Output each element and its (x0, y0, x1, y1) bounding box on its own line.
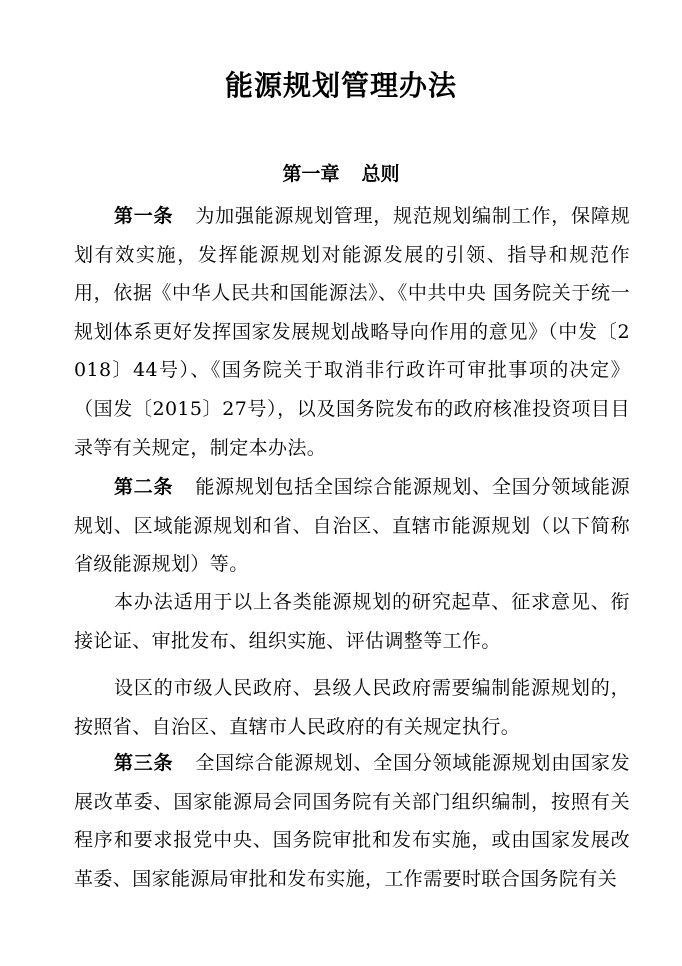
article-number: 第三条 (114, 752, 174, 774)
article-text: 全国综合能源规划、全国分领域能源规划由国家发展改革委、国家能源局会同国务院有关部门组织编制，按照有关程序和要求报党中央、国务院审批和发布实施，或由国家发展改革委、国家能源局审批和发布实施，工作需要时联合国务院有关 (74, 752, 630, 890)
chapter-heading (0, 158, 682, 190)
article-2-paragraph (74, 468, 630, 584)
article-text: 为加强能源规划管理，规范规划编制工作，保障规划有效实施，发挥能源规划对能源发展的引领、指导和规范作用，依据《中华人民共和国能源法》、《中共中央 国务院关于统一规划体系更好发挥国家发展规划战略导向作用的意见》（中发〔2018〕44号）、《国务院关于取消非行政许可审批事项的决定》（国发〔2015〕27号），以及国务院发布的政府核准投资项目目录等有关规定，制定本办法。 (74, 205, 630, 459)
article-3-paragraph (74, 744, 630, 898)
article-text: 能源规划包括全国综合能源规划、全国分领域能源规划、区域能源规划和省、自治区、直辖市能源规划（以下简称省级能源规划）等。 (74, 476, 630, 576)
article-number: 第二条 (114, 476, 174, 498)
paragraph-text: 设区的市级人民政府、县级人民政府需要编制能源规划的，按照省、自治区、直辖市人民政府的有关规定执行。 (74, 677, 630, 738)
chapter-name: 总则 (361, 163, 400, 185)
article-1-paragraph (74, 197, 630, 467)
paragraph-text: 本办法适用于以上各类能源规划的研究起草、征求意见、衔接论证、审批发布、组织实施、评估调整等工作。 (74, 591, 630, 652)
article-2-local-paragraph (74, 669, 630, 746)
chapter-number: 第一章 (282, 163, 340, 185)
article-number: 第一条 (114, 205, 174, 227)
article-2-scope-paragraph (74, 583, 630, 660)
document-title: 能源规划管理办法 (224, 69, 457, 102)
